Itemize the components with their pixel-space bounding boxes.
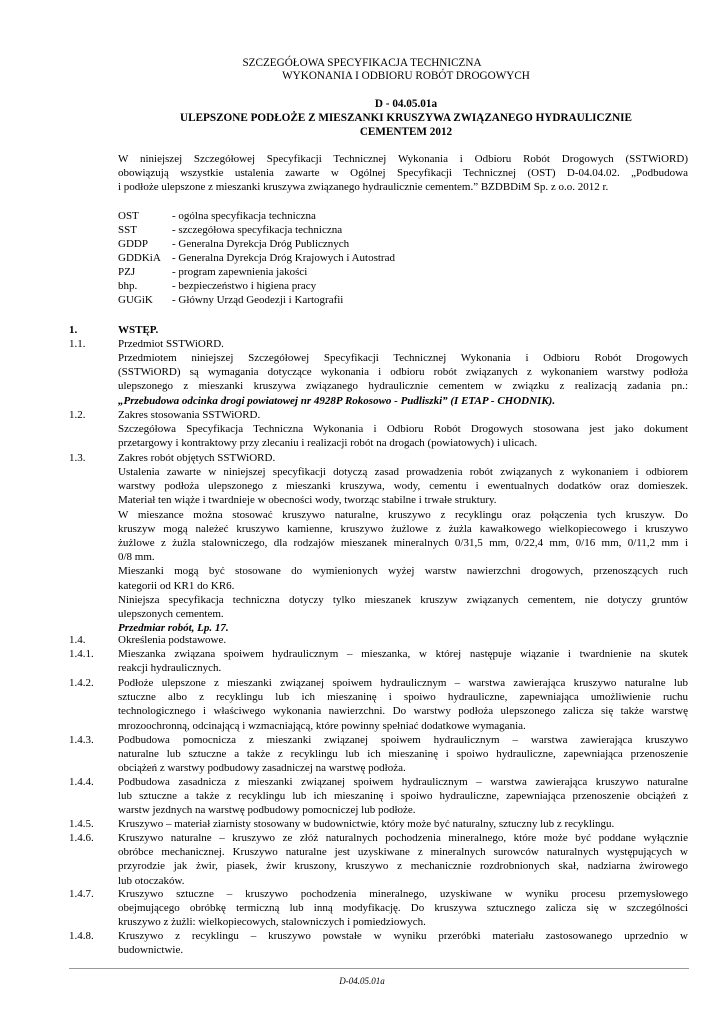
- definition-line: Mieszanka związana spoiwem hydraulicznym – mieszanka, w której następuje wiązanie i twardnienie na skutek: [118, 648, 688, 660]
- spec-title-line2: CEMENTEM 2012: [359, 126, 453, 138]
- definition-text: [118, 831, 688, 888]
- definition-line: Podbudowa zasadnicza z mieszanki związanej spoiwem hydraulicznym – warstwa zawierająca kruszywo naturalne: [118, 776, 688, 788]
- paragraph-line: warstwy podłoża ulepszonego z mieszanki kruszywa, wody, cementu i ewentualnych dodatków oraz domieszek.: [118, 480, 688, 493]
- abbreviation-key: SST: [118, 224, 137, 236]
- abbreviation-key: GUGiK: [118, 294, 153, 306]
- intro-paragraph: [118, 152, 688, 195]
- definition-text: [118, 817, 688, 831]
- abbreviation-value: - Generalna Dyrekcja Dróg Publicznych: [172, 238, 350, 250]
- definition-line: Kruszywo naturalne – kruszywo ze złóż naturalnych pochodzenia mineralnego, które może być poddane wyłącznie: [118, 832, 688, 844]
- intro-line: obowiązują wszystkie ustalenia zawarte w Ogólnej Specyfikacji Technicznej (OST) D-04.04.02. „Podbudowa: [118, 167, 688, 180]
- section-number: 1.2.: [69, 409, 86, 421]
- abbreviation-row: [118, 251, 395, 265]
- section-title: Określenia podstawowe.: [118, 634, 227, 646]
- abbreviation-row: [118, 279, 316, 293]
- paragraph-line: ulepszonego z mieszanki kruszywa związanego hydraulicznie cementem w związku z realizacją zadania pn.:: [118, 380, 688, 393]
- section-number: 1.1.: [69, 338, 86, 350]
- abbreviation-value: - ogólna specyfikacja techniczna: [172, 210, 316, 222]
- section-title: Zakres robót objętych SSTWiORD.: [118, 452, 276, 464]
- abbreviation-key: bhp.: [118, 280, 138, 292]
- abbreviation-key: OST: [118, 210, 139, 222]
- definition-number: 1.4.1.: [69, 648, 94, 660]
- definition-line: lub sztuczne a także z recyklingu lub ich mieszaninę i spoiwo hydrauliczne, zapewniająca przenoszenie obciążeń z: [118, 790, 688, 803]
- abbreviation-value: - bezpieczeństwo i higiena pracy: [172, 280, 317, 292]
- definition-number: 1.4.2.: [69, 677, 94, 689]
- task-name: „Przebudowa odcinka drogi powiatowej nr 4928P Rokosowo - Pudliszki” (I ETAP - CHODNIK).: [118, 394, 556, 407]
- definition-number: 1.4.7.: [69, 888, 94, 900]
- abbreviation-key: GDDKiA: [118, 252, 161, 264]
- abbreviation-row: [118, 293, 343, 307]
- definition-line: Podłoże ulepszone z mieszanki związanej spoiwem hydraulicznym – warstwa zawierająca kruszywo naturalne lub: [118, 677, 688, 689]
- spec-title-line1: ULEPSZONE PODŁOŻE Z MIESZANKI KRUSZYWA ZWIĄZANEGO HYDRAULICZNIE: [180, 112, 632, 124]
- definition-number: 1.4.5.: [69, 818, 94, 830]
- definition-line: obróbce mechanicznej. Kruszywo naturalne jest uzyskiwane z mineralnych surowców naturalnych występujących w: [118, 846, 688, 859]
- section-number: 1.: [69, 324, 78, 336]
- abbreviation-value: - Generalna Dyrekcja Dróg Krajowych i Autostrad: [172, 252, 395, 264]
- definition-number: 1.4.6.: [69, 832, 94, 844]
- definition-line: sztuczne albo z recyklingu lub ich mieszaninę i spoiwo hydrauliczne, zapewniająca umożliwienie ruchu: [118, 691, 688, 704]
- paragraph-line: Przedmiotem niniejszej Szczegółowej Specyfikacji Technicznej Wykonania i Odbioru Robót Drogowych: [118, 352, 688, 364]
- definition-number: 1.4.3.: [69, 734, 94, 746]
- paragraph-line: kruszyw mogą należeć kruszywo kamienne, kruszywo żużlowe z żużla kawałkowego wielkopiecowego i kruszywo: [118, 522, 688, 535]
- abbreviation-value: - program zapewnienia jakości: [172, 266, 308, 278]
- definition-line: lub otoczaków.: [118, 874, 185, 887]
- definition-line: reakcji hydraulicznych.: [118, 662, 222, 675]
- abbreviation-row: [118, 237, 349, 251]
- definition-text: [118, 775, 688, 818]
- paragraph-line: przetargowy i kontraktowy przy zlecaniu i realizacji robót na drogach (powiatowych) i ulicach.: [118, 437, 538, 450]
- definition-line: przyrodzie jak żwir, piasek, żwir kruszony, kruszywo z mechanicznie rozdrobnionych skał, nadziarna żwirowego: [118, 860, 688, 873]
- spec-code: D - 04.05.01a: [374, 98, 438, 110]
- paragraph-line: Mieszanki mogą być stosowane do wymienionych wyżej warstw nawierzchni drogowych, przenoszących ruch: [118, 565, 688, 578]
- abbreviation-row: [118, 223, 342, 237]
- paragraph-line: Niniejsza specyfikacja techniczna dotyczy tylko mieszanek kruszyw związanych cementem, nie dotyczy gruntów: [118, 593, 688, 606]
- abbreviation-value: - szczegółowa specyfikacja techniczna: [172, 224, 343, 236]
- definition-line: Podbudowa pomocnicza z mieszanki związanej spoiwem hydraulicznym – warstwa zawierająca kruszywo: [118, 734, 688, 746]
- intro-line: i podłoże ulepszone z mieszanki kruszywa związanego hydraulicznie cementem.” BZDBDiM Sp. z o.o. 2012 r.: [118, 181, 609, 194]
- definition-line: Kruszywo sztuczne – kruszywo pochodzenia mineralnego, uzyskiwane w wyniku procesu przemysłowego: [118, 888, 688, 900]
- spec-header-line1: SZCZEGÓŁOWA SPECYFIKACJA TECHNICZNA: [242, 57, 482, 69]
- abbreviation-key: GDDP: [118, 238, 148, 250]
- definition-line: budownictwie.: [118, 944, 184, 957]
- spec-header-line2: WYKONANIA I ODBIORU ROBÓT DROGOWYCH: [282, 70, 530, 82]
- abbreviation-row: [118, 209, 316, 223]
- section-title: WSTĘP.: [118, 324, 159, 336]
- definition-line: obejmującego obróbkę termiczną lub inną modyfikację. Do kruszywa sztucznego zalicza się w szczególności: [118, 902, 688, 915]
- definition-text: [118, 676, 688, 733]
- section-title: Zakres stosowania SSTWiORD.: [118, 409, 261, 421]
- abbreviation-value: - Główny Urząd Geodezji i Kartografii: [172, 294, 344, 306]
- footer-divider: [69, 968, 689, 969]
- definition-text: [118, 929, 688, 957]
- abbreviation-row: [118, 265, 307, 279]
- paragraph-line: kategorii od KR1 do KR6.: [118, 579, 235, 592]
- intro-line: W niniejszej Szczegółowej Specyfikacji Technicznej Wykonania i Odbioru Robót Drogowych (SSTWiORD): [118, 153, 688, 165]
- section-number: 1.3.: [69, 452, 86, 464]
- definition-text: [118, 887, 688, 930]
- abbreviation-key: PZJ: [118, 266, 136, 278]
- definition-text: [118, 733, 688, 776]
- paragraph-line: ulepszonych cementem.: [118, 608, 224, 621]
- paragraph-line: 0/8 mm.: [118, 551, 155, 564]
- definition-line: obciążeń z warstwy podbudowy zasadniczej na warstwę podłoża.: [118, 762, 406, 775]
- paragraph-line: Szczegółowa Specyfikacja Techniczna Wykonania i Odbioru Robót Drogowych stosowana jest jako dokument: [118, 423, 688, 435]
- paragraph-line: Ustalenia zawarte w niniejszej specyfikacji dotyczą zasad prowadzenia robót związanych z wykonaniem i odbiorem: [118, 466, 688, 478]
- paragraph-line: W mieszance można stosować kruszywo naturalne, kruszywo z recyklingu oraz połączenia tych kruszyw. Do: [118, 508, 688, 521]
- section-paragraph: [118, 465, 688, 635]
- definition-text: [118, 647, 688, 675]
- definition-line: mrozoochronną, odcinającą i wzmacniającą, które powinny spełniać dodatkowe wymagania.: [118, 719, 526, 732]
- definition-line: kruszywo z żużli: wielkopiecowych, stalowniczych i pomiedziowych.: [118, 916, 426, 929]
- page-footer: D-04.05.01a: [339, 976, 385, 986]
- definition-line: warstw jezdnych na warstwę podbudowy pomocniczej lub podłoże.: [118, 804, 416, 817]
- section-paragraph: [118, 351, 688, 408]
- section-paragraph: [118, 422, 688, 450]
- definition-number: 1.4.8.: [69, 930, 94, 942]
- definition-number: 1.4.4.: [69, 776, 94, 788]
- definition-line: naturalne lub sztuczne a także z recyklingu lub ich mieszaninę i spoiwo hydrauliczne, zapewniająca przenoszenie: [118, 748, 688, 761]
- paragraph-line: żużlowe z żużla stalowniczego, dla rodzajów mieszanek mineralnych 0/31,5 mm, 0/22,4 mm, 0/16 mm, 0/11,2 mm i: [118, 537, 688, 550]
- definition-line: technologicznego i właściwego wykonania nawierzchni. Do warstwy podłoża ulepszonego zalicza się także warstwę: [118, 705, 688, 718]
- definition-line: Kruszywo z recyklingu – kruszywo powstałe w wyniku przeróbki materiału zastosowanego uprzednio w: [118, 930, 688, 942]
- section-title: Przedmiot SSTWiORD.: [118, 338, 224, 350]
- paragraph-line: (SSTWiORD) są wymagania dotyczące wykonania i odbioru robót związanych z wykonaniem warstwy podłoża: [118, 366, 688, 379]
- definition-line: Kruszywo – materiał ziarnisty stosowany w budownictwie, który może być naturalny, sztuczny lub z recyklingu.: [118, 818, 615, 830]
- paragraph-line: Materiał ten wiąże i twardnieje w obecności wody, tworząc stabilne i trwałe struktury.: [118, 494, 497, 507]
- section-number: 1.4.: [69, 634, 86, 646]
- przedmiar-reference: Przedmiar robót, Lp. 17.: [118, 622, 229, 635]
